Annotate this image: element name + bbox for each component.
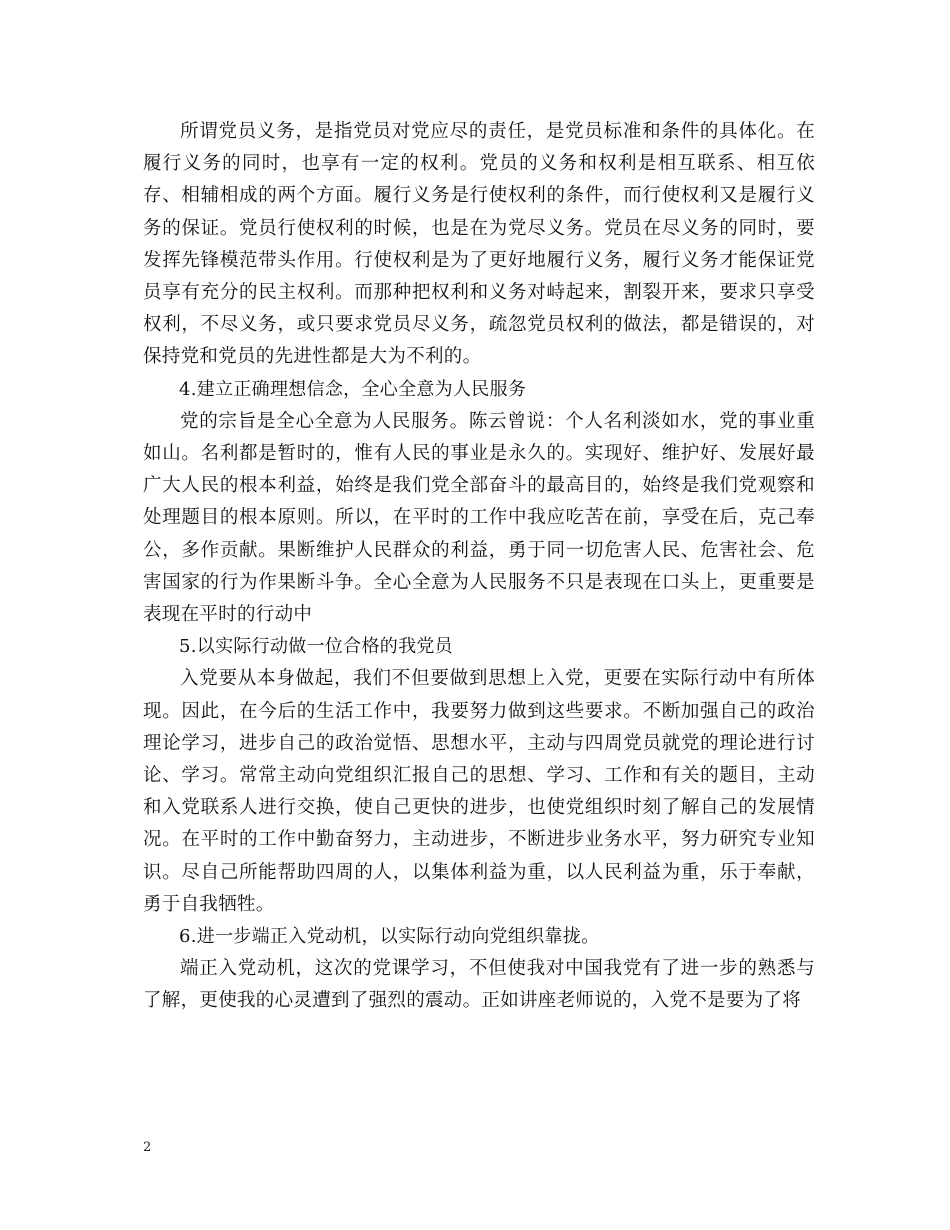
- section-heading-6: 6.进一步端正入党动机，以实际行动向党组织靠拢。: [179, 926, 600, 948]
- section-heading-4: 4.建立正确理想信念，全心全意为人民服务: [179, 378, 527, 400]
- page-number: 2: [143, 1140, 152, 1155]
- paragraph-motivation: 端正入党动机，这次的党课学习，不但使我对中国我党有了进一步的熟悉与了解，更使我的心灵遭到了强烈的震动。正如讲座老师说的，入党不是要为了将: [143, 958, 815, 1012]
- paragraph-practical-action: 入党要从本身做起，我们不但要做到思想上入党，更要在实际行动中有所体现。因此，在今后的生活工作中，我要努力做到这些要求。不断加强自己的政治理论学习，进步自己的政治觉悟、思想水平，主动与四周党员就党的理论进行讨论、学习。常常主动向党组织汇报自己的思想、学习、工作和有关的题目，主动和入党联系人进行交换，使自己更快的进步，也使党组织时刻了解自己的发展情况。在平时的工作中勤奋努力，主动进步，不断进步业务水平，努力研究专业知识。尽自己所能帮助四周的人，以集体利益为重，以人民利益为重，乐于奉献，勇于自我牺牲。: [143, 668, 815, 915]
- document-body: [143, 116, 815, 1018]
- paragraph-serve-people: 党的宗旨是全心全意为人民服务。陈云曾说：个人名利淡如水，党的事业重如山。名利都是暂时的，惟有人民的事业是永久的。实现好、维护好、发展好最广大人民的根本利益，始终是我们党全部奋斗的最高目的，始终是我们党观察和处理题目的根本原则。所以，在平时的工作中我应吃苦在前，享受在后，克己奉公，多作贡献。果断维护人民群众的利益，勇于同一切危害人民、危害社会、危害国家的行为作果断斗争。全心全意为人民服务不只是表现在口头上，更重要是表现在平时的行动中: [143, 410, 815, 626]
- paragraph-party-duties: 所谓党员义务，是指党员对党应尽的责任，是党员标准和条件的具体化。在履行义务的同时，也享有一定的权利。党员的义务和权利是相互联系、相互依存、相辅相成的两个方面。履行义务是行使权利的条件，而行使权利又是履行义务的保证。党员行使权利的时候，也是在为党尽义务。党员在尽义务的同时，要发挥先锋模范带头作用。行使权利是为了更好地履行义务，履行义务才能保证党员享有充分的民主权利。而那种把权利和义务对峙起来，割裂开来，要求只享受权利，不尽义务，或只要求党员尽义务，疏忽党员权利的做法，都是错误的，对保持党和党员的先进性都是大为不利的。: [143, 121, 815, 368]
- section-heading-5: 5.以实际行动做一位合格的我党员: [179, 636, 453, 658]
